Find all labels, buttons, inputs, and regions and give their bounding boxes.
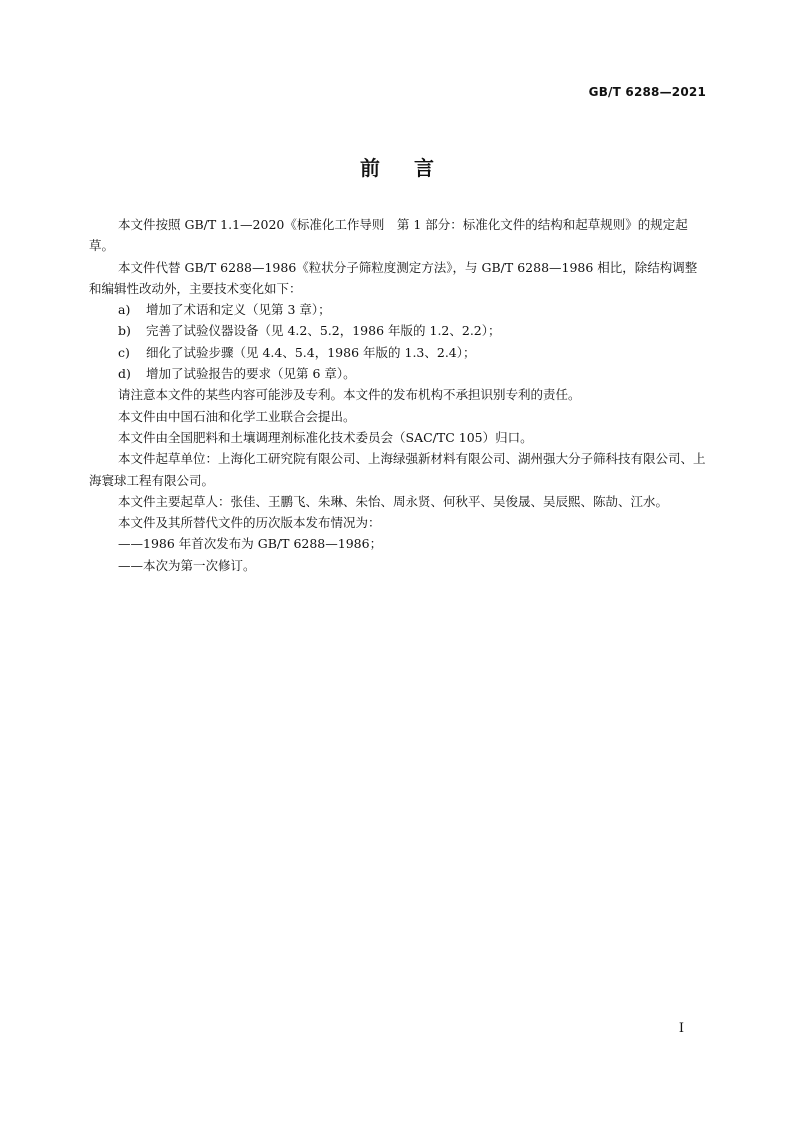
foreword-content (89, 214, 708, 576)
changes-list (118, 299, 708, 384)
paragraph-replacement (89, 257, 708, 300)
paragraph-patent-notice (89, 384, 708, 405)
list-item: ——本次为第一次修订。 (118, 557, 256, 573)
list-item (118, 342, 708, 363)
list-item-text: 完善了试验仪器设备（见 4.2、5.2，1986 年版的 1.2、2.2）； (146, 323, 501, 339)
paragraph-text: 请注意本文件的某些内容可能涉及专利。本文件的发布机构不承担识别专利的责任。 (118, 387, 581, 403)
paragraph-text: 本文件及其所替代文件的历次版本发布情况为： (118, 515, 381, 531)
paragraph-text: 本文件由全国肥料和土壤调理剂标准化技术委员会（SAC/TC 105）归口。 (118, 429, 533, 445)
list-item-text: 细化了试验步骤（见 4.4、5.4，1986 年版的 1.3、2.4）； (146, 344, 476, 360)
paragraph-text: 本文件代替 GB/T 6288—1986《粒状分子筛粒度测定方法》，与 GB/T 6288—1986 相比，除结构调整和编辑性改动外，主要技术变化如下： (89, 259, 698, 296)
list-marker: b) (118, 323, 131, 339)
page-number: I (678, 1021, 684, 1036)
paragraph-text: 本文件主要起草人：张佳、王鹏飞、朱琳、朱怡、周永贤、何秋平、吴俊晟、吴辰熙、陈劼、江水。 (118, 493, 669, 509)
paragraph-text: 本文件按照 GB/T 1.1—2020《标准化工作导则 第 1 部分：标准化文件的结构和起草规则》的规定起草。 (89, 217, 688, 254)
section-title-foreword: 前言 (360, 156, 468, 180)
paragraph-proposer (89, 406, 708, 427)
list-marker: a) (118, 302, 131, 318)
list-item: ——1986 年首次发布为 GB/T 6288—1986； (118, 536, 383, 552)
paragraph-drafting-rules (89, 214, 708, 257)
history-list (118, 533, 708, 576)
paragraph-drafters (89, 491, 708, 512)
list-item (118, 320, 708, 341)
list-marker: d) (118, 366, 131, 382)
list-item-text: 增加了试验报告的要求（见第 6 章）。 (146, 366, 356, 382)
list-item (118, 363, 708, 384)
paragraph-version-history (89, 512, 708, 533)
list-item-text: 增加了术语和定义（见第 3 章）； (146, 302, 331, 318)
paragraph-committee (89, 427, 708, 448)
list-item (118, 299, 708, 320)
standard-code: GB/T 6288—2021 (588, 85, 706, 99)
paragraph-drafting-units (89, 448, 708, 491)
paragraph-text: 本文件起草单位：上海化工研究院有限公司、上海绿强新材料有限公司、湖州强大分子筛科技有限公司、上海寰球工程有限公司。 (89, 451, 706, 488)
paragraph-text: 本文件由中国石油和化学工业联合会提出。 (118, 408, 356, 424)
list-marker: c) (118, 344, 130, 360)
